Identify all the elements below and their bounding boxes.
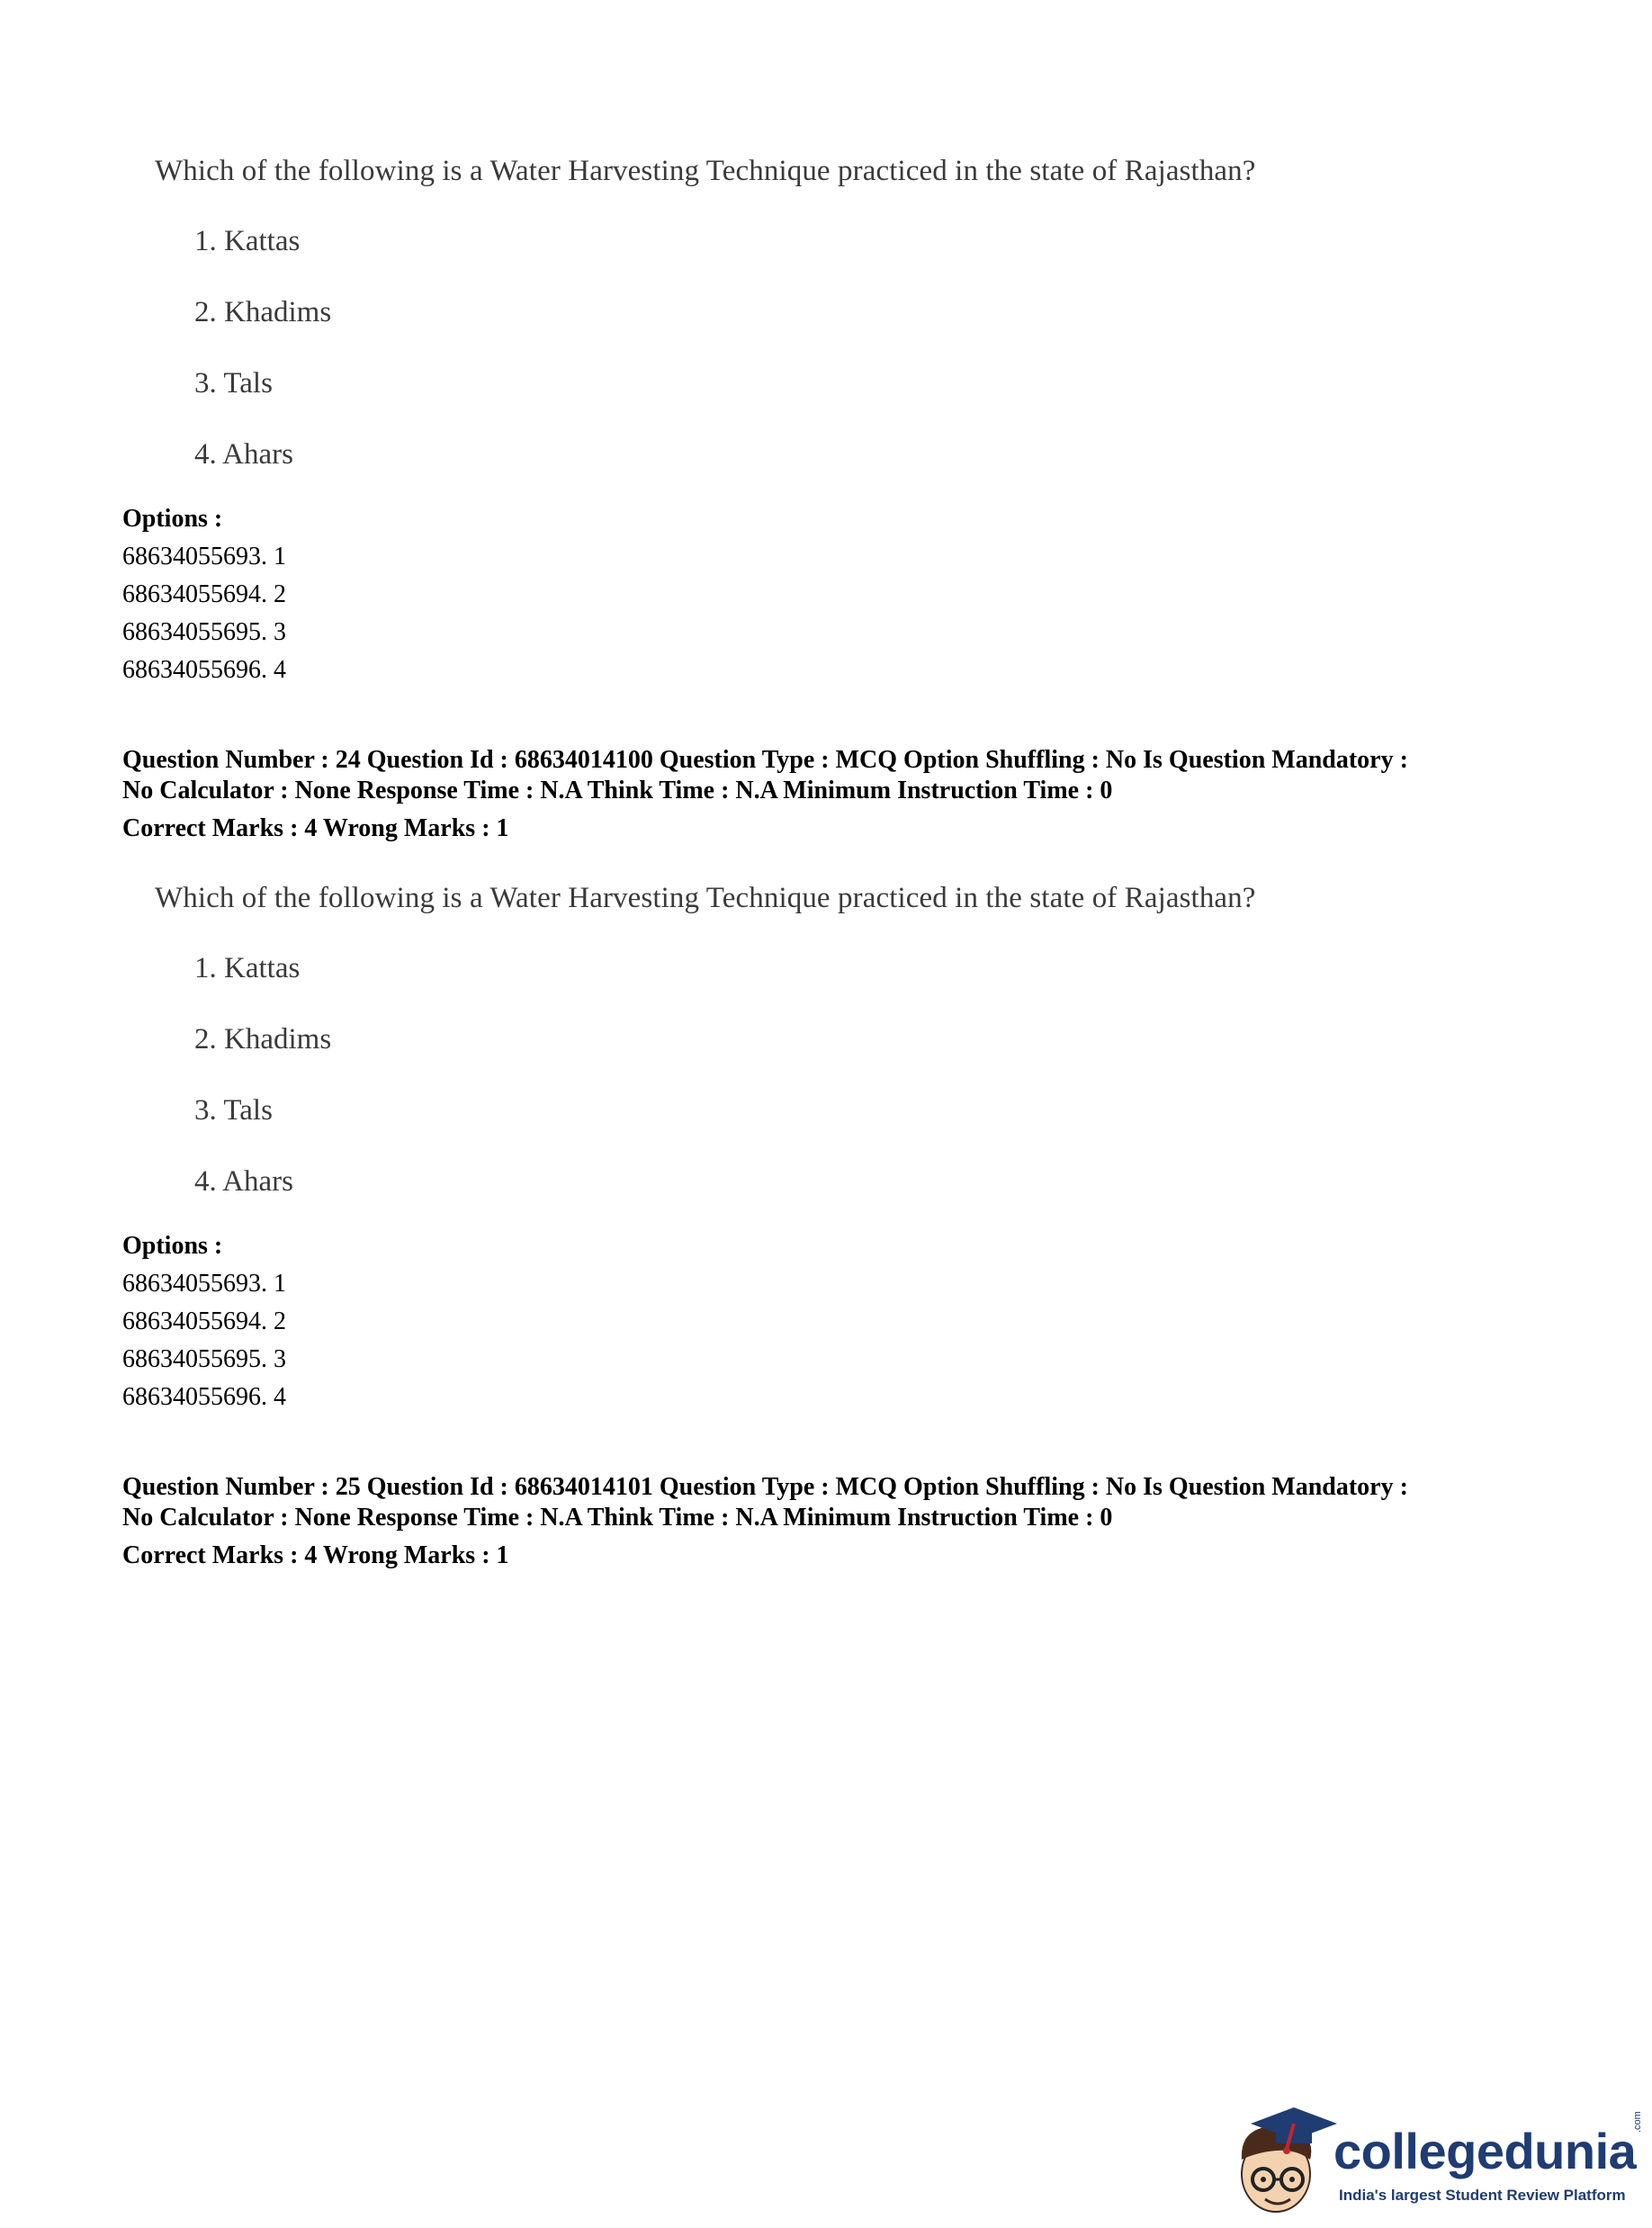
brand-tagline: India's largest Student Review Platform bbox=[1339, 2187, 1626, 2204]
options-label: Options : bbox=[122, 505, 223, 533]
option-4: 68634055696. 4 bbox=[122, 1383, 286, 1411]
option-3: 68634055695. 3 bbox=[122, 1345, 286, 1373]
option-1: 68634055693. 1 bbox=[122, 543, 286, 570]
choice-1: 1. Kattas bbox=[194, 952, 301, 984]
marks-line: Correct Marks : 4 Wrong Marks : 1 bbox=[122, 1541, 509, 1569]
option-2: 68634055694. 2 bbox=[122, 580, 286, 608]
choice-1: 1. Kattas bbox=[194, 225, 301, 257]
choice-4: 4. Ahars bbox=[194, 438, 293, 471]
options-block-1 bbox=[122, 500, 286, 689]
meta-line-2: No Calculator : None Response Time : N.A Think Time : N.A Minimum Instruction Time : 0 bbox=[122, 1504, 1113, 1532]
options-block-2 bbox=[122, 1227, 286, 1416]
brand-dotcom: .com bbox=[1632, 2111, 1643, 2133]
marks-line: Correct Marks : 4 Wrong Marks : 1 bbox=[122, 814, 509, 842]
student-mascot-icon bbox=[1224, 2097, 1350, 2223]
choice-4: 4. Ahars bbox=[194, 1165, 293, 1198]
question-meta-24 bbox=[122, 745, 1580, 844]
option-2: 68634055694. 2 bbox=[122, 1307, 286, 1335]
collegedunia-logo bbox=[1224, 2097, 1643, 2223]
choice-2: 2. Khadims bbox=[194, 1023, 332, 1056]
options-label: Options : bbox=[122, 1232, 223, 1260]
option-4: 68634055696. 4 bbox=[122, 656, 286, 684]
choice-2: 2. Khadims bbox=[194, 296, 332, 328]
question-text: Which of the following is a Water Harvesting Technique practiced in the state of Rajasthan? bbox=[155, 155, 1256, 187]
option-3: 68634055695. 3 bbox=[122, 618, 286, 646]
question-meta-25 bbox=[122, 1472, 1580, 1571]
choice-3: 3. Tals bbox=[194, 1094, 273, 1127]
choice-3: 3. Tals bbox=[194, 367, 273, 400]
meta-line-1: Question Number : 25 Question Id : 68634014101 Question Type : MCQ Option Shuffling : No Is Question Mandatory : bbox=[122, 1473, 1408, 1501]
question-text: Which of the following is a Water Harvesting Technique practiced in the state of Rajasthan? bbox=[155, 882, 1256, 914]
meta-line-1: Question Number : 24 Question Id : 68634014100 Question Type : MCQ Option Shuffling : No Is Question Mandatory : bbox=[122, 746, 1408, 774]
option-1: 68634055693. 1 bbox=[122, 1270, 286, 1298]
brand-name: collegedunia bbox=[1333, 2123, 1637, 2179]
meta-line-2: No Calculator : None Response Time : N.A Think Time : N.A Minimum Instruction Time : 0 bbox=[122, 777, 1113, 804]
